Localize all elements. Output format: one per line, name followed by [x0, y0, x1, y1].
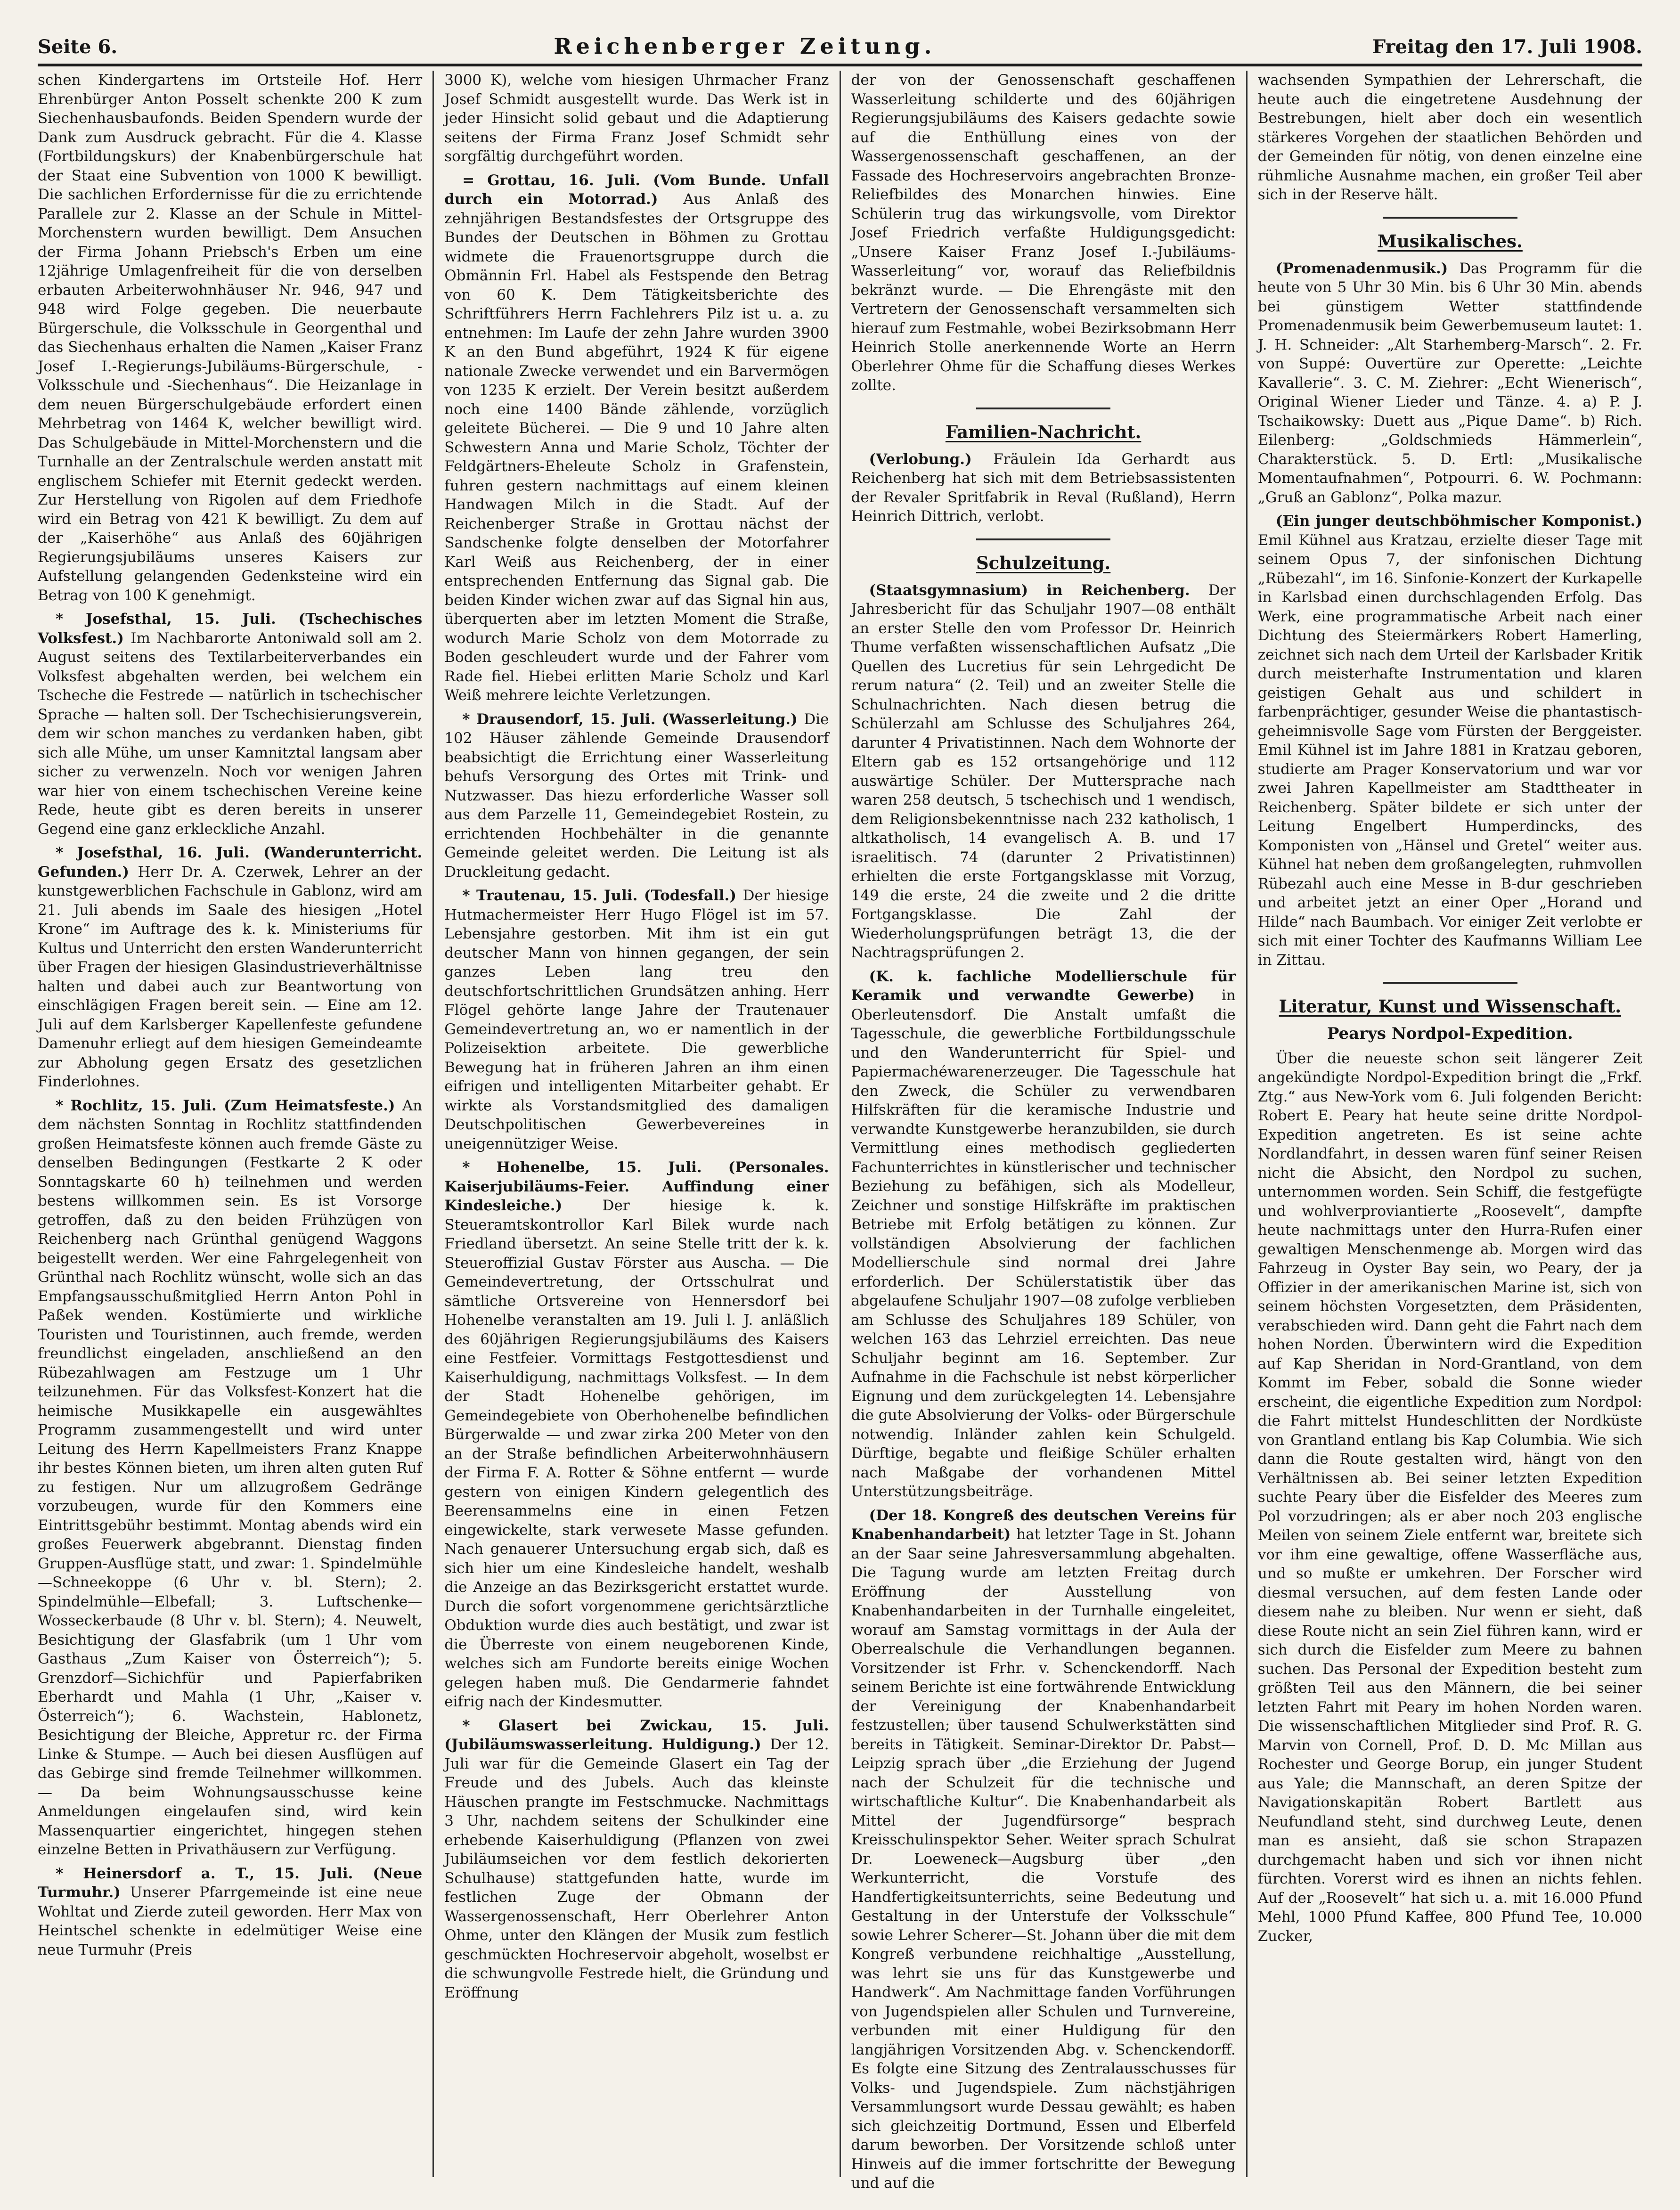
- article-lead: * Heinersdorf a. T., 15. Juli. (Neue Turmuhr.): [38, 1865, 423, 1901]
- article-text: Der Jahresbericht für das Schuljahr 1907—08 enthält an erster Stelle den vom Professor Dr. Heinrich Thume verfaßten wissenschaftlichen Aufsatz „Die Quellen des Lucretius für sein Lehrgedicht De rerum natura“ (2. Teil) und an zweiter Stelle die Schulnachrichten. Nach diesen betrug die Schülerzahl am Schlusse des Schuljahres 264, darunter 4 Privatistinnen. Nach dem Wohnorte der Eltern gab es 152 ortsangehörige und 112 auswärtige Schüler. Der Muttersprache nach waren 258 deutsch, 5 tschechisch und 1 wendisch, dem Religionsbekenntnisse nach 232 katholisch, 1 altkatholisch, 14 evangelisch A. B. und 17 israelitisch. 74 (darunter 2 Privatistinnen) erhielten die erste Fortgangsklasse mit Vorzug, 149 die erste, 24 die zweite und 2 die dritte Fortgangsklasse. Die Zahl der Wiederholungsprüfungen beträgt 13, die der Nachtragsprüfungen 2.: [851, 581, 1236, 961]
- masthead: Reichenberger Zeitung.: [554, 33, 936, 59]
- article-paragraph: [1258, 512, 1642, 970]
- article-paragraph: [38, 1864, 422, 1960]
- section-heading: Schulzeitung.: [976, 552, 1111, 573]
- article-paragraph: [851, 967, 1236, 1501]
- issue-date: Freitag den 17. Juli 1908.: [1372, 36, 1642, 58]
- column-3: [840, 71, 1246, 2192]
- article-title: Pearys Nordpol-Expedition.: [1327, 1024, 1573, 1043]
- section-divider: [976, 538, 1111, 540]
- column-4: [1246, 71, 1642, 2177]
- article-text: Im Nachbarorte Antoniwald soll am 2. August seitens des Textilarbeiterverbandes ein Volksfest abgehalten werden, bei welchem ein Tscheche die Festrede — natürlich in tschechischer Sprache — halten soll. Der Tschechisierungsverein, dem wir schon manches zu verdanken haben, gibt sich alle Mühe, um unser Kamnitztal langsam aber sicher zu verwenzeln. Noch vor wenigen Jahren war hier von einem tschechischen Vereine keine Rede, heute gibt es deren bereits in unserer Gegend eine ganz erkleckliche Anzahl.: [38, 629, 423, 838]
- article-text: wachsenden Sympathien der Lehrerschaft, die heute auch die eingetretene Ausdehnung der Bestrebungen, hielt aber doch ein wesentlich stärkeres Vorgehen der staatlichen Behörden und der Gemeinden für nötig, von denen einzelne eine rühmliche Ausnahme machen, ein großer Teil aber sich in der Reserve hält.: [1257, 72, 1642, 203]
- article-paragraph: [38, 843, 422, 1092]
- article-text: Fräulein Ida Gerhardt aus Reichenberg hat sich mit dem Betriebsassistenten der Revaler Spritfabrik in Reval (Rußland), Herrn Heinrich Dittrich, verlobt.: [851, 450, 1236, 525]
- article-lead: * Trautenau, 15. Juli. (Todesfall.): [462, 887, 743, 904]
- article-text: Aus Anlaß des zehnjährigen Bestandsfestes der Ortsgruppe des Bundes der Deutschen in Böhmen zu Grottau widmete die Frauenortsgruppe durch die Obmännin Frl. Habel als Festspende den Betrag von 60 K. Dem Tätigkeitsberichte des Schriftführers Herrn Fachlehrers Pilz ist u. a. zu entnehmen: Im Laufe der zehn Jahre wurden 3900 K an den Bund abgeführt, 1924 K für eigene nationale Zwecke verwendet und ein Barvermögen von 1235 K erzielt. Der Verein besitzt außerdem noch eine 1400 Bände zählende, vorzüglich geleitete Bücherei. — Die 9 und 10 Jahre alten Schwestern Anna und Marie Scholz, Töchter der Feldgärtners-Eheleute Scholz in Grafenstein, fuhren gestern nachmittags auf einem kleinen Handwagen Milch in die Stadt. Auf der Reichenberger Straße in Grottau nächst der Sandschenke folgte denselben der Motorfahrer Karl Weiß aus Reichenberg, der in einer entsprechenden Entfernung das Signal gab. Die beiden Kinder wichen zwar auf das Signal hin aus, überquerten aber im letzten Moment die Straße, wodurch Marie Scholz von dem Motorrade zu Boden geschleudert wurde und der Fahrer vom Rade fiel. Hiebei erlitten Marie Scholz und Karl Weiß mehrere leichte Verletzungen.: [444, 191, 829, 704]
- article-text: Der hiesige Hutmachermeister Herr Hugo Flögel ist im 57. Lebensjahre gestorben. Mit ihm ist ein gut deutscher Mann von hinnen gegangen, der sein ganzes Leben lang treu den deutschfortschrittlichen Grundsätzen anhing. Herr Flögel gehörte lange Jahre der Trautenauer Gemeindevertretung an, wo er namentlich in der Polizeisektion arbeitete. Die gewerbliche Bewegung hat in früheren Jahren an ihm einen eifrigen und intelligenten Mitarbeiter gehabt. Er wirkte als Vorstandsmitglied des damaligen Deutschpolitischen Gewerbevereines in uneigennütziger Weise.: [444, 887, 829, 1152]
- article-paragraph: [444, 171, 829, 705]
- article-text: in Oberleutensdorf. Die Anstalt umfaßt die Tagesschule, die gewerbliche Fortbildungsschule und den Wanderunterricht für Spiel- und Papiermachéwarenerzeuger. Die Tagesschule hat den Zweck, die Schüler zu verwendbaren Hilfskräften für die keramische Industrie und verwandte Kunstgewerbe heranzubilden, sie durch Vermittlung eines methodisch gegliederten Fachunterrichtes in künstlerischer und technischer Beziehung zu befähigen, sich als Modelleur, Zeichner und sonstige Hilfskräfte im praktischen Betriebe mit Erfolg betätigen zu können. Zur vollständigen Absolvierung der fachlichen Modellierschule sind normal drei Jahre erforderlich. Der Schülerstatistik über das abgelaufene Schuljahr 1907—08 zufolge verblieben am Schlusse des Schuljahres 189 Schüler, von welchen 163 das Lehrziel erreichten. Das neue Schuljahr beginnt am 16. September. Zur Aufnahme in die Fachschule ist nebst körperlicher Eignung und dem zurückgelegten 14. Lebensjahre die gute Absolvierung der Volks- oder Bürgerschule notwendig. Inländer zahlen kein Schulgeld. Dürftige, begabte und fleißige Schüler erhalten nach Maßgabe der vorhandenen Mittel Unterstützungsbeiträge.: [851, 987, 1236, 1500]
- section-heading: Familien-Nachricht.: [945, 421, 1142, 442]
- article-lead: (Promenadenmusik.): [1275, 260, 1460, 277]
- article-lead: * Hohenelbe, 15. Juli. (Personales. Kaiserjubiläums-Feier. Auffindung einer Kindesleiche.): [444, 1159, 829, 1214]
- article-text: 3000 K), welche vom hiesigen Uhrmacher Franz Josef Schmidt ausgestellt wurde. Das Werk ist in jeder Hinsicht solid gebaut und die Adaptierung seitens der Firma Franz Josef Schmidt sehr sorgfältig durchgeführt worden.: [444, 72, 829, 165]
- article-text: Der hiesige k. k. Steueramtskontrollor Karl Bilek wurde nach Friedland übersetzt. An seine Stelle tritt der k. k. Steueroffizial Gustav Förster aus Auscha. — Die Gemeindevertretung, der Ortsschulrat und sämtliche Ortsvereine von Hennersdorf bei Hohenelbe veranstalten am 19. Juli l. J. anläßlich des 60jährigen Regierungsjubiläums des Kaisers eine Festfeier. Vormittags Festgottesdienst und Kaiserhuldigung, nachmittags Volksfest. — In dem der Stadt Hohenelbe gehörigen, im Gemeindegebiete von Oberhohenelbe befindlichen Bürgerwalde — und zwar zirka 200 Meter von den an der Straße befindlichen Arbeiterwohnhäusern der Firma F. A. Rotter & Söhne entfernt — wurde gestern von einigen Kindern gelegentlich des Beerensammelns eine in einen Fetzen eingewickelte, stark verwesete Masse gefunden. Nach genauerer Untersuchung ergab sich, daß es sich hier um eine Kindesleiche handelt, weshalb die Anzeige an das Bezirksgericht erstattet wurde. Durch die sofort vorgenommene gerichtsärztliche Obduktion wurde dies auch bestätigt, und zwar ist die Überreste von einem neugeborenen Kinde, welches sich am Fundorte bereits einige Wochen gelegen haben muß. Die Gendarmerie fahndet eifrig nach der Kindesmutter.: [444, 1197, 829, 1710]
- article-text: schen Kindergartens im Ortsteile Hof. Herr Ehrenbürger Anton Posselt schenkte 200 K zum Siechenhausbaufonds. Beiden Spendern wurde der Dank zum Ausdruck gebracht. Für die 4. Klasse (Fortbildungskurs) der Knabenbürgerschule hat der Staat eine Subvention von 1000 K bewilligt. Die sachlichen Erfordernisse für die zu errichtende Parallele zur 2. Klasse an der Schule in Mittel-Morchenstern wurden bewilligt. Dem Ansuchen der Firma Johann Priebsch's Erben um eine 12jährige Umlagenfreiheit für die von derselben erbauten Arbeiterwohnhäuser Nr. 946, 947 und 948 wird Folge gegeben. Die neuerbaute Bürgerschule, die Volksschule in Georgenthal und das Siechenhaus erhalten die Namen „Kaiser Franz Josef I.-Regierungs-Jubiläums-Bürgerschule, -Volksschule und -Siechenhaus“. Die Heizanlage in dem neuen Bürgerschulgebäude erfordert einen Mehrbetrag von 1464 K, welcher bewilligt wird. Das Schulgebäude in Mittel-Morchenstern und die Turnhalle an der Zentralschule werden anstatt mit englischem Schiefer mit Eternit gedeckt werden. Zur Herstellung von Rigolen auf dem Friedhofe wird ein Betrag von 421 K bewilligt. Zu dem auf der „Kaiserhöhe“ aus Anlaß des 60jährigen Regierungsjubiläums unseres Kaisers zur Aufstellung gelangenden Gedenksteine wird ein Betrag von 100 K genehmigt.: [38, 72, 423, 604]
- article-text: Über die neueste schon seit längerer Zeit angekündigte Nordpol-Expedition bringt die „Frkf. Ztg.“ aus New-York vom 6. Juli folgenden Bericht: Robert E. Peary hat heute seine dritte Nordpol-Expedition angetreten. Es ist seine achte Nordlandfahrt, in dessen waren fünf seiner Reisen nicht die Absicht, den Nordpol zu suchen, unternommen worden. Sein Schiff, die festgefügte und wohlverproviantierte „Roosevelt“, dampfte heute nachmittags unter den Hurra-Rufen einer gewaltigen Menschenmenge ab. Morgen wird das Fahrzeug in Oyster Bay sein, wo Peary, der ja Offizier in der amerikanischen Marine ist, sich von seinem höchsten Vorgesetzten, dem Präsidenten, verabschieden wird. Dann geht die Fahrt nach dem hohen Norden. Überwintern wird die Expedition auf Kap Sheridan in Nord-Grantland, von dem Kommt im Feber, sobald die Sonne wieder erscheint, die eigentliche Expedition zum Nordpol: die Fahrt mittelst Hundeschlitten der Nordküste von Grantland entlang bis Kap Columbia. Wie sich dann die Route gestalten wird, hängt von den Verhältnissen ab. Bei seiner letzten Expedition suchte Peary über die Eisfelder des Meeres zum Pol vorzudringen; als er aber noch 203 englische Meilen von seinem Ziele entfernt war, breitete sich vor ihm eine gewaltige, offene Wasserfläche aus, und so mußte er umkehren. Der Forscher wird diesmal versuchen, auf dem festen Lande oder diesem nahe zu bleiben. Nur wenn er sieht, daß diese Route nicht an sein Ziel führen kann, wird er sich durch die Eisfelder zum Meere zu bahnen suchen. Das Personal der Expedition besteht zum größten Teil aus den Männern, die bei seiner letzten Fahrt mit Peary im hohen Norden waren. Die wissenschaftlichen Mitglieder sind Prof. R. G. Marvin von Cornell, Prof. D. D. Mc Millan aus Rochester und George Borup, ein junger Student aus Yale; die Mannschaft, an deren Spitze der Navigationskapitän Robert Bartlett aus Neufundland steht, sind durchweg Leute, denen man es ansieht, daß sie schon Strapazen durchgemacht haben und sich vor ihnen nicht fürchten. Vorerst wird es ihnen an nichts fehlen. Auf der „Roosevelt“ hat sich u. a. mit 16.000 Pfund Mehl, 1000 Pfund Kaffee, 800 Pfund Tee, 10.000 Zucker,: [1257, 1050, 1642, 1945]
- article-text: der von der Genossenschaft geschaffenen Wasserleitung schilderte und des 60jährigen Regierungsjubiläums des Kaisers gedachte sowie auf die Enthüllung eines von der Wassergenossenschaft geschaffenen, an der Fassade des Hochreservoirs angebrachten Bronze-Reliefbildes des Monarchen hinwies. Eine Schülerin trug das wirkungsvolle, vom Direktor Josef Friedrich verfaßte Huldigungsgedicht: „Unsere Kaiser Franz Josef I.-Jubiläums-Wasserleitung“ vor, worauf das Reliefbildnis bekränzt wurde. — Die Ehrengäste mit den Vertretern der Genossenschaft versammelten sich hierauf zum Festmahle, wobei Bezirksobmann Herr Heinrich Stolle anerkennende Worte an Herrn Oberlehrer Ohme für die Schaffung dieses Werkes zollte.: [851, 72, 1236, 394]
- article-lead: * Drausendorf, 15. Juli. (Wasserleitung.): [462, 710, 804, 728]
- column-2: [432, 71, 839, 2177]
- article-paragraph: [1258, 259, 1642, 507]
- article-paragraph: [444, 1158, 829, 1712]
- article-paragraph: [444, 710, 829, 882]
- article-text: An dem nächsten Sonntag in Rochlitz stattfindenden großen Heimatsfeste können auch fremde Gäste zu denselben Bedingungen (Festkarte 2 K oder Sonntagskarte 60 h) teilnehmen und werden bestens willkommen sein. Es ist Vorsorge getroffen, daß zu den beiden Frühzügen von Reichenberg nach Grünthal genügend Waggons beigestellt werden. Wer eine Fahrgelegenheit von Grünthal nach Rochlitz wünscht, wolle sich an das Empfangsausschußmitglied Herrn Anton Pohl in Paßek wenden. Kostümierte und wirkliche Touristen und Touristinnen, auch fremde, werden freundlichst eingeladen, anschließend an den Rübezahlwagen am Festzuge um 1 Uhr teilzunehmen. Für das Volksfest-Konzert hat die heimische Musikkapelle ein ausgewähltes Programm zusammengestellt und wird unter Leitung des Herrn Kapellmeisters Franz Knappe ihr bestes Können bieten, um ihren alten guten Ruf zu festigen. Nur um allzugroßem Gedränge vorzubeugen, wurde für den Kommers eine Eintrittsgebühr bestimmt. Montag abends wird ein großes Feuerwerk abgebrannt. Dienstag finden Gruppen-Ausflüge statt, und zwar: 1. Spindelmühle—Schneekoppe (6 Uhr v. bl. Stern); 2. Spindelmühle—Elbefall; 3. Luftschenke—Wosseckerbaude (8 Uhr v. bl. Stern); 4. Neuwelt, Besichtigung der Glasfabrik (um 1 Uhr vom Gasthaus „Zum Kaiser von Österreich“); 5. Grenzdorf—Sichichfür und Papierfabriken Eberhardt und Mahla (1 Uhr, „Kaiser v. Österreich“); 6. Wachstein, Hablonetz, Besichtigung der Bleiche, Appretur rc. der Firma Linke & Stumpe. — Auch bei diesen Ausflügen auf das Gebirge sind fremde Teilnehmer willkommen. — Da beim Wohnungsausschusse keine Anmeldungen eingelaufen sind, wird kein Massenquartier eingerichtet, hingegen stehen einzelne Betten in Privathäusern zur Verfügung.: [38, 1097, 423, 1858]
- columns: [38, 71, 1642, 2192]
- article-paragraph: [38, 610, 422, 839]
- page-number: Seite 6.: [38, 36, 118, 58]
- article-lead: * Rochlitz, 15. Juli. (Zum Heimatsfeste.): [56, 1097, 402, 1114]
- article-paragraph: [851, 581, 1236, 962]
- article-paragraph: [851, 450, 1236, 526]
- article-paragraph: [444, 71, 829, 166]
- article-text: Das Programm für die heute von 5 Uhr 30 Min. bis 6 Uhr 30 Min. abends bei günstigem Wetter stattfindende Promenadenmusik beim Gewerbemuseum lautet: 1. J. H. Schneider: „Alt Starhemberg-Marsch“. 2. Fr. von Suppé: Ouvertüre zur Operette: „Leichte Kavallerie“. 3. C. M. Ziehrer: „Echt Wienerisch“, Original Wiener Lieder und Tänze. 4. a) P. J. Tschaikowsky: Duett aus „Pique Dame“. b) Rich. Eilenberg: „Goldschmieds Hämmerlein“, Charakterstück. 5. D. Ertl: „Musikalische Momentaufnahmen“, Potpourri. 6. W. Pochmann: „Gruß an Gablonz“, Polka mazur.: [1257, 260, 1642, 506]
- section-divider: [976, 408, 1111, 409]
- article-text: Der 12. Juli war für die Gemeinde Glasert ein Tag der Freude und des Jubels. Auch das kleinste Häuschen prangte im Festschmucke. Nachmittags 3 Uhr, nachdem seitens der Schulkinder eine erhebende Kaiserhuldigung (Pflanzen von zwei Jubiläumseichen vor dem festlich dekorierten Schulhause) stattgefunden hatte, wurde im festlichen Zuge der Obmann der Wassergenossenschaft, Herr Oberlehrer Anton Ohme, unter den Klängen der Musik zum festlich geschmückten Hochreservoir abgeholt, woselbst er die schwungvolle Festrede hielt, die Gründung und Eröffnung: [444, 1736, 829, 2001]
- article-lead: * Glasert bei Zwickau, 15. Juli. (Jubiläumswasserleitung. Huldigung.): [444, 1717, 829, 1753]
- section-heading: Literatur, Kunst und Wissenschaft.: [1279, 996, 1622, 1017]
- article-text: Emil Kühnel aus Kratzau, erzielte dieser Tage mit seinem Opus 7, der sinfonischen Dichtung „Rübezahl“, im 16. Sinfonie-Konzert der Kurkapelle in Karlsbad einen durchschlagenden Erfolg. Das Werk, eine programmatische Arbeit nach einer Dichtung des Steiermärkers Robert Hamerling, zeichnet sich nach dem Urteil der Karlsbader Kritik durch meisterhafte Instrumentation und klaren geistigen Gehalt aus und schildert in farbenprächtiger, gesunder Weise die phantastisch-geheimnisvolle Sage vom Fürsten der Berggeister. Emil Kühnel ist im Jahre 1881 in Kratzau geboren, studierte am Prager Konservatorium und war vor zwei Jahren Kapellmeister am Stadttheater in Reichenberg. Später bildete er sich unter der Leitung Engelbert Humperdincks, des Komponisten von „Hänsel und Gretel“ weiter aus. Kühnel hat neben dem großangelegten, ruhmvollen Rübezahl auch eine Messe in B-dur geschrieben und arbeitet jetzt an einer Oper „Horand und Hilde“ nach Baumbach. Vor einiger Zeit verlobte er sich mit einer Tochter des Kaufmanns William Lee in Zittau.: [1257, 531, 1642, 969]
- page-header: [38, 19, 1642, 66]
- article-lead: (Ein junger deutschböhmischer Komponist.): [1275, 513, 1642, 530]
- article-text: Herr Dr. A. Czerwek, Lehrer an der kunstgewerblichen Fachschule in Gablonz, wird am 21. Juli abends im Saale des hiesigen „Hotel Krone“ im Auftrage des k. k. Ministeriums für Kultus und Unterricht den ersten Wanderunterricht über Fragen der hiesigen Glasindustrieverhältnisse halten und dabei auch zur Beantwortung von einschlägigen Fragen bereit sein. — Eine am 12. Juli auf dem Karlsberger Kapellenfeste gefundene Damenuhr erliegt auf dem hiesigen Gemeindeamte zur Abholung gegen Ersatz des gesetzlichen Finderlohnes.: [38, 863, 423, 1090]
- article-lead: * Josefsthal, 15. Juli. (Tschechisches Volksfest.): [38, 611, 423, 647]
- article-lead: (Staatsgymnasium) in Reichenberg.: [869, 581, 1208, 599]
- article-lead: (K. k. fachliche Modellierschule für Keramik und verwandte Gewerbe): [851, 968, 1236, 1004]
- article-paragraph: [1258, 1049, 1642, 1946]
- article-text: hat letzter Tage in St. Johann an der Saar seine Jahresversammlung abgehalten. Die Tagung wurde am letzten Freitag durch Eröffnung der Ausstellung von Knabenhandarbeiten in der Turnhalle eingeleitet, worauf am Samstag vormittags in der Aula der Oberrealschule die Verhandlungen begannen. Vorsitzender ist Frhr. v. Schenckendorff. Nach seinem Berichte ist eine fortwährende Entwicklung der Vereinigung der Knabenhandarbeit festzustellen; über tausend Schulwerkstätten sind bereits in Tätigkeit. Seminar-Direktor Dr. Pabst—Leipzig sprach über „die Erziehung der Jugend nach der Schulzeit für die technische und wirtschaftliche Kultur“. Die Knabenhandarbeit als Mittel der Jugendfürsorge“ besprach Kreisschulinspektor Seher. Weiter sprach Schulrat Dr. Loeweneck—Augsburg über „den Werkunterricht, die Vorstufe des Handfertigkeitsunterrichts, seine Bedeutung und Gestaltung in der Unterstufe der Volksschule“ sowie Lehrer Scherer—St. Johann über die mit dem Kongreß verbundene reichhaltige „Ausstellung, was lehrt sie uns für das Kunstgewerbe und Handwerk“. Am Nachmittage fanden Vorführungen von Jugendspielen aller Schulen und Turnvereine, verbunden mit einer Huldigung für den langjährigen Vorsitzenden Abg. v. Schenckendorff. Es folgte eine Sitzung des Zentralausschusses für Volks- und Jugendspiele. Zum nächstjährigen Versammlungsort wurde Dessau gewählt; es haben sich gleichzeitig Dortmund, Essen und Elberfeld darum beworben. Der Vorsitzende schloß unter Hinweis auf die immer fortschritte der Bewegung und auf die: [851, 1526, 1236, 2192]
- article-lead: = Grottau, 16. Juli. (Vom Bunde. Unfall durch ein Motorrad.): [444, 171, 829, 208]
- article-paragraph: [444, 886, 829, 1153]
- article-paragraph: [38, 71, 422, 605]
- article-text: Die 102 Häuser zählende Gemeinde Drausendorf beabsichtigt die Errichtung einer Wasserleitung behufs Versorgung des Ortes mit Trink- und Nutzwasser. Das hiezu erforderliche Wasser soll aus dem Parzelle 11, Gemeindegebiet Rostein, zu errichtenden Hochbehälter in die genannte Gemeinde geleitet werden. Die Leitung ist als Druckleitung gedacht.: [444, 710, 829, 881]
- section-heading: Musikalisches.: [1377, 230, 1523, 252]
- article-lead: (Der 18. Kongreß des deutschen Vereins für Knabenhandarbeit): [851, 1507, 1236, 1543]
- article-paragraph: [851, 1506, 1236, 2193]
- article-paragraph: [1258, 71, 1642, 204]
- article-lead: (Verlobung.): [869, 450, 994, 468]
- article-text: Unserer Pfarrgemeinde ist eine neue Wohltat und Zierde zuteil geworden. Herr Max von Heintschel schenkte in edelmütiger Weise eine neue Turmuhr (Preis: [38, 1884, 423, 1958]
- article-lead: * Josefsthal, 16. Juli. (Wanderunterricht. Gefunden.): [38, 844, 423, 881]
- article-paragraph: [38, 1096, 422, 1859]
- column-1: [38, 71, 432, 2177]
- article-paragraph: [444, 1716, 829, 2003]
- section-divider: [1383, 982, 1517, 984]
- section-divider: [1383, 217, 1517, 219]
- article-paragraph: [851, 71, 1236, 395]
